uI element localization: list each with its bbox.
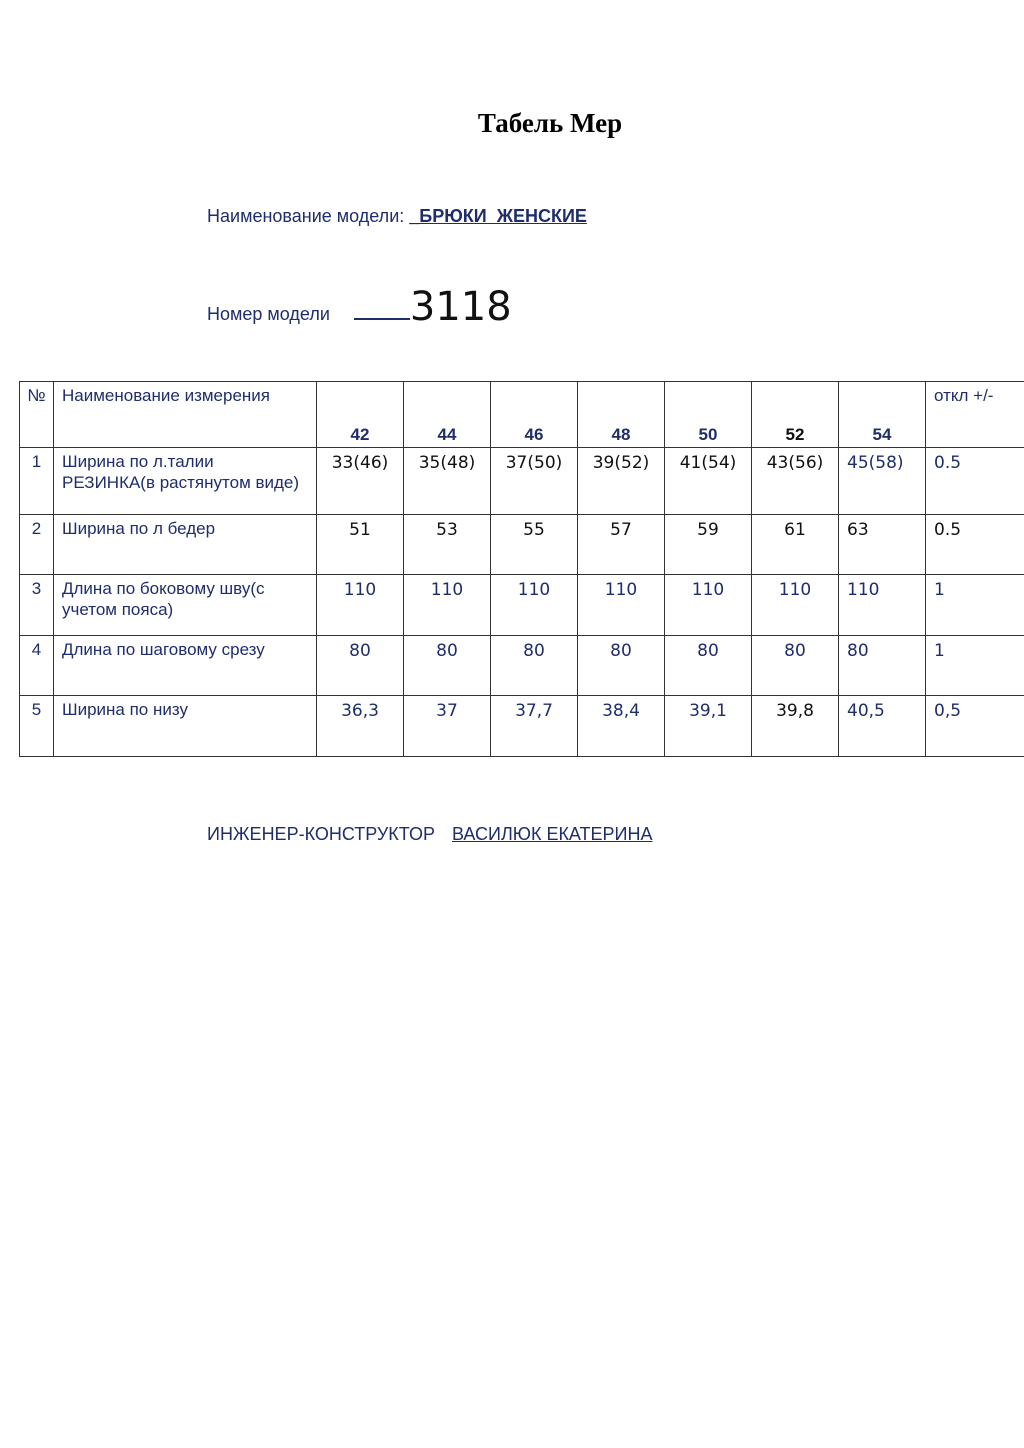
row-value: 80: [404, 636, 491, 696]
table-header-row: [20, 382, 1024, 448]
header-size: 54: [839, 382, 926, 448]
row-value: 39,8: [752, 696, 839, 757]
header-name: Наименование измерения: [54, 382, 317, 448]
row-value: 80: [752, 636, 839, 696]
header-size: 50: [665, 382, 752, 448]
model-name-row: [207, 206, 587, 227]
row-value: 80: [665, 636, 752, 696]
model-name-label: Наименование модели:: [207, 206, 405, 226]
row-value: 110: [317, 575, 404, 636]
row-name: Ширина по низу: [54, 696, 317, 757]
row-num: 2: [20, 515, 54, 575]
measurement-table: [19, 381, 1024, 757]
page-title: Табель Мер: [477, 108, 623, 138]
header-size: 48: [578, 382, 665, 448]
model-number-value: 3118: [409, 284, 512, 330]
header-size: 42: [317, 382, 404, 448]
signature-row: [207, 824, 652, 845]
row-value: 110: [665, 575, 752, 636]
row-value: 110: [839, 575, 926, 636]
row-value: 80: [578, 636, 665, 696]
row-value: 110: [404, 575, 491, 636]
row-value: 37(50): [491, 448, 578, 515]
row-name: Ширина по л бедер: [54, 515, 317, 575]
row-value: 55: [491, 515, 578, 575]
table-row: [20, 696, 1024, 757]
row-value: 33(46): [317, 448, 404, 515]
row-value: 63: [839, 515, 926, 575]
row-value: 41(54): [665, 448, 752, 515]
row-num: 1: [20, 448, 54, 515]
model-number-row: [207, 284, 512, 330]
row-tolerance: 0.5: [926, 515, 1024, 575]
row-value: 37: [404, 696, 491, 757]
table-row: [20, 636, 1024, 696]
row-value: 80: [317, 636, 404, 696]
row-value: 80: [839, 636, 926, 696]
row-value: 45(58): [839, 448, 926, 515]
row-value: 57: [578, 515, 665, 575]
header-size: 44: [404, 382, 491, 448]
header-num: №: [20, 382, 54, 448]
row-value: 38,4: [578, 696, 665, 757]
row-value: 61: [752, 515, 839, 575]
row-num: 4: [20, 636, 54, 696]
row-value: 53: [404, 515, 491, 575]
row-tolerance: 1: [926, 636, 1024, 696]
row-name: Длина по боковому шву(с учетом пояса): [54, 575, 317, 636]
row-value: 80: [491, 636, 578, 696]
row-num: 5: [20, 696, 54, 757]
model-name-value: _БРЮКИ ЖЕНСКИЕ: [409, 206, 587, 226]
signature-role: ИНЖЕНЕР-КОНСТРУКТОР: [207, 824, 435, 844]
model-number-label: Номер модели: [207, 304, 330, 324]
model-number-underline: [354, 318, 410, 320]
table-row: [20, 515, 1024, 575]
header-tolerance: откл +/-: [926, 382, 1024, 448]
signature-name: ВАСИЛЮК ЕКАТЕРИНА: [452, 824, 653, 844]
row-name: Ширина по л.талии РЕЗИНКА(в растянутом виде): [54, 448, 317, 515]
row-value: 110: [752, 575, 839, 636]
row-value: 37,7: [491, 696, 578, 757]
header-size: 46: [491, 382, 578, 448]
row-value: 40,5: [839, 696, 926, 757]
row-tolerance: 0,5: [926, 696, 1024, 757]
row-tolerance: 0.5: [926, 448, 1024, 515]
row-value: 43(56): [752, 448, 839, 515]
row-name: Длина по шаговому срезу: [54, 636, 317, 696]
row-num: 3: [20, 575, 54, 636]
table-row: [20, 575, 1024, 636]
row-value: 36,3: [317, 696, 404, 757]
table-row: [20, 448, 1024, 515]
row-tolerance: 1: [926, 575, 1024, 636]
row-value: 110: [578, 575, 665, 636]
header-size: 52: [752, 382, 839, 448]
row-value: 35(48): [404, 448, 491, 515]
row-value: 39,1: [665, 696, 752, 757]
row-value: 110: [491, 575, 578, 636]
row-value: 39(52): [578, 448, 665, 515]
row-value: 51: [317, 515, 404, 575]
row-value: 59: [665, 515, 752, 575]
